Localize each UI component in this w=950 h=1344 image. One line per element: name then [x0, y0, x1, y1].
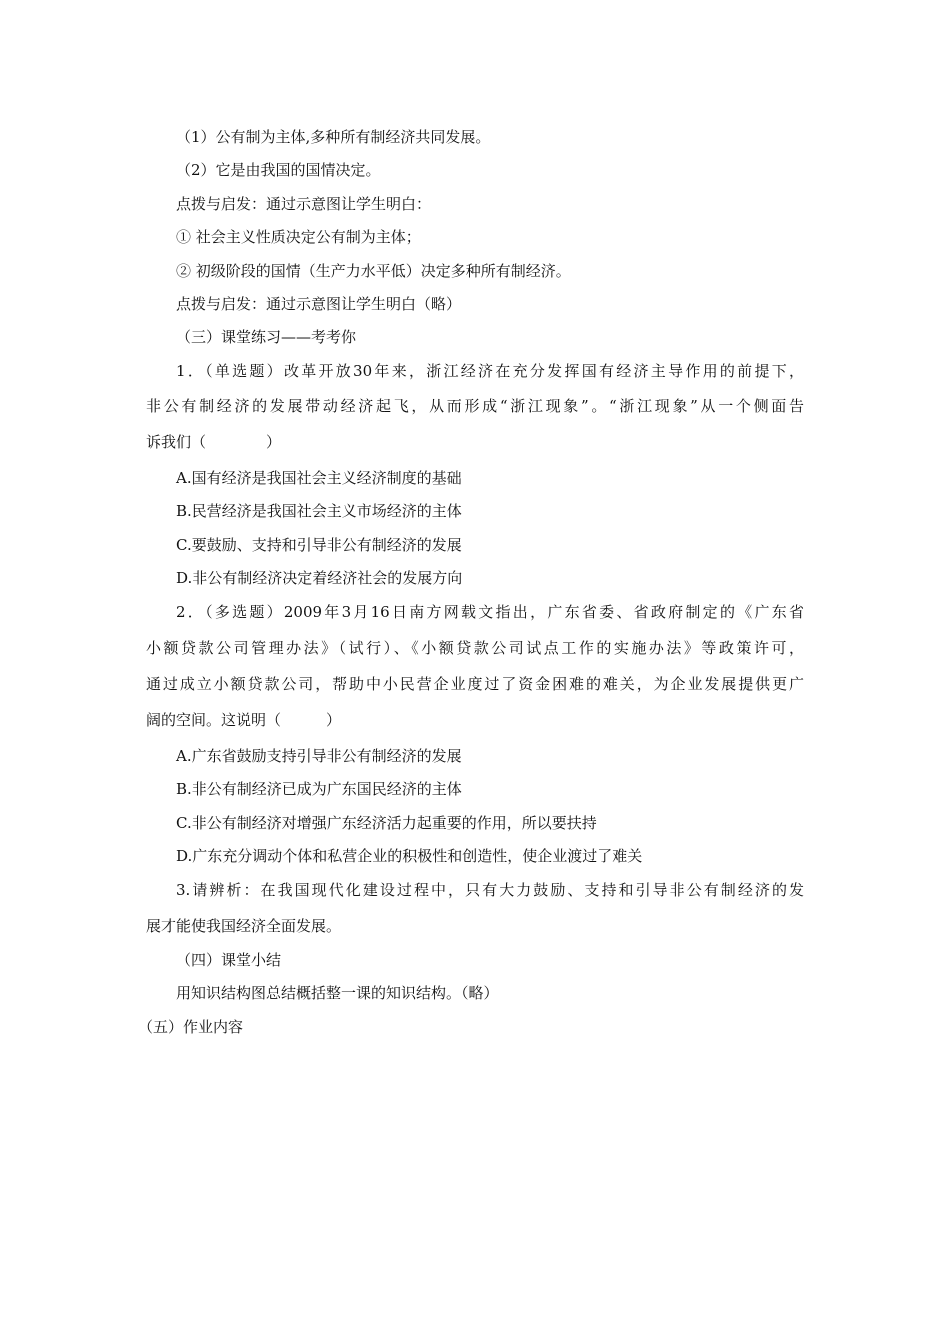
- summary-text: 用知识结构图总结概括整一课的知识结构。（略）: [176, 984, 499, 1002]
- question-1-line-1: 1．（单选题）改革开放30年来，浙江经济在充分发挥国有经济主导作用的前提下，: [176, 362, 804, 380]
- question-1-line-2: 非公有制经济的发展带动经济起飞，从而形成“浙江现象”。“浙江现象”从一个侧面告: [146, 397, 804, 415]
- text-line-2: （2）它是由我国的国情决定。: [176, 161, 381, 179]
- question-2-option-a: A.广东省鼓励支持引导非公有制经济的发展: [176, 747, 462, 765]
- question-2-option-c: C.非公有制经济对增强广东经济活力起重要的作用，所以要扶持: [176, 814, 597, 832]
- text-line-5: ② 初级阶段的国情（生产力水平低）决定多种所有制经济。: [176, 262, 571, 280]
- question-1-option-c: C.要鼓励、支持和引导非公有制经济的发展: [176, 536, 462, 554]
- question-2-line-1: 2．（多选题）2009年3月16日南方网载文指出，广东省委、省政府制定的《广东省: [176, 603, 804, 621]
- question-3-line-2: 展才能使我国经济全面发展。: [146, 917, 342, 935]
- section-heading-practice: （三）课堂练习——考考你: [176, 328, 357, 346]
- question-2-option-d: D.广东充分调动个体和私营企业的积极性和创造性，使企业渡过了难关: [176, 847, 643, 865]
- question-1-option-a: A.国有经济是我国社会主义经济制度的基础: [176, 469, 462, 487]
- question-2-line-4: 阔的空间。这说明（ ）: [146, 711, 342, 729]
- text-line-1: （1）公有制为主体,多种所有制经济共同发展。: [176, 128, 491, 146]
- text-line-6: 点拨与启发：通过示意图让学生明白（略）: [176, 295, 462, 313]
- question-2-option-b: B.非公有制经济已成为广东国民经济的主体: [176, 780, 462, 798]
- question-1-option-d: D.非公有制经济决定着经济社会的发展方向: [176, 569, 463, 587]
- question-1-line-3: 诉我们（ ）: [146, 433, 282, 451]
- question-3-line-1: 3.请辨析：在我国现代化建设过程中，只有大力鼓励、支持和引导非公有制经济的发: [176, 881, 804, 899]
- text-line-3: 点拨与启发：通过示意图让学生明白：: [176, 195, 432, 213]
- text-line-4: ① 社会主义性质决定公有制为主体；: [176, 228, 421, 246]
- question-2-line-3: 通过成立小额贷款公司，帮助中小民营企业度过了资金困难的难关，为企业发展提供更广: [146, 675, 804, 693]
- question-1-option-b: B.民营经济是我国社会主义市场经济的主体: [176, 502, 462, 520]
- section-heading-summary: （四）课堂小结: [176, 951, 282, 969]
- question-2-line-2: 小额贷款公司管理办法》（试行）、《小额贷款公司试点工作的实施办法》等政策许可，: [146, 639, 804, 657]
- section-heading-homework: （五）作业内容: [138, 1018, 244, 1036]
